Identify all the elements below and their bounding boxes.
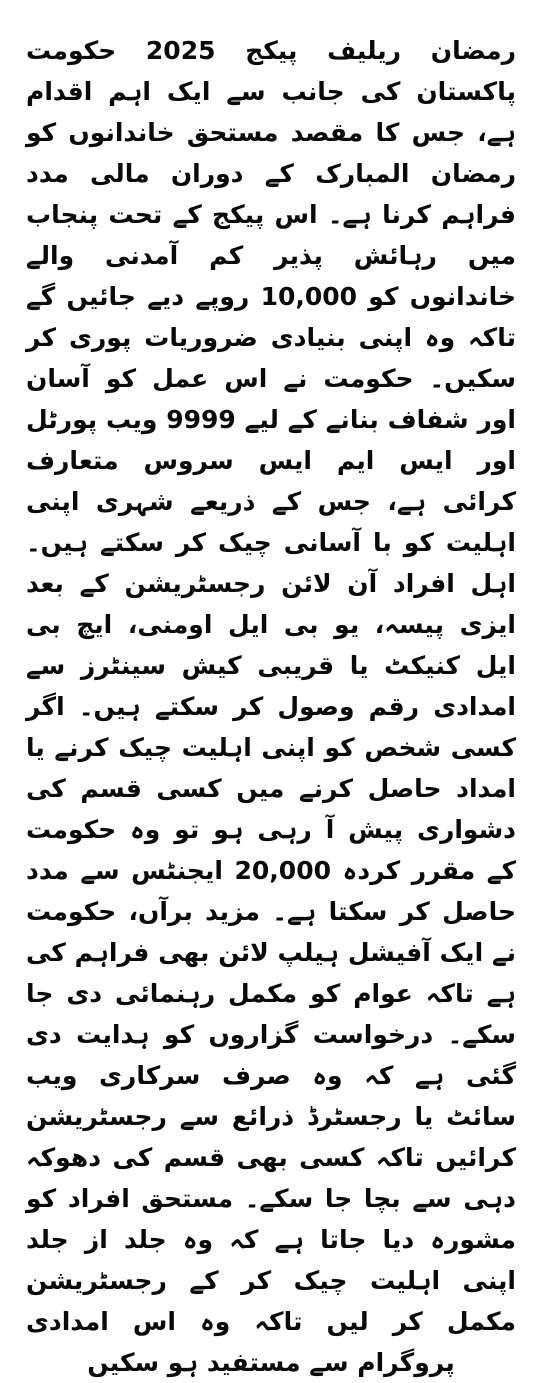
article-paragraph: رمضان ریلیف پیکج 2025 حکومت پاکستان کی جانب سے ایک اہم اقدام ہے، جس کا مقصد مستحق خاندانوں کو رمضان المبارک کے دوران مالی مدد فراہم کرنا ہے۔ اس پیکج کے تحت پنجاب میں رہائش پذیر کم آمدنی والے خاندانوں کو 10,000 روپے دیے جائیں گے تاکہ وہ اپنی بنیادی ضروریات پوری کر سکیں۔ حکومت نے اس عمل کو آسان اور شفاف بنانے کے لیے 9999 ویب پورٹل اور ایس ایم ایس سروس متعارف کرائی ہے، جس کے ذریعے شہری اپنی اہلیت کو با آسانی چیک کر سکتے ہیں۔ اہل افراد آن لائن رجسٹریشن کے بعد ایزی پیسہ، یو بی ایل اومنی، ایچ بی ایل کنیکٹ یا قریبی کیش سینٹرز سے امدادی رقم وصول کر سکتے ہیں۔ اگر کسی شخص کو اپنی اہلیت چیک کرنے یا امداد حاصل کرنے میں کسی قسم کی دشواری پیش آ رہی ہو تو وہ حکومت کے مقرر کردہ 20,000 ایجنٹس سے مدد حاصل کر سکتا ہے۔ مزید برآں، حکومت نے ایک آفیشل ہیلپ لائن بھی فراہم کی ہے تاکہ عوام کو مکمل رہنمائی دی جا سکے۔ درخواست گزاروں کو ہدایت دی گئی ہے کہ وہ صرف سرکاری ویب سائٹ یا رجسٹرڈ ذرائع سے رجسٹریشن کرائیں تاکہ کسی بھی قسم کی دھوکہ دہی سے بچا جا سکے۔ مستحق افراد کو مشورہ دیا جاتا ہے کہ وہ جلد از جلد اپنی اہلیت چیک کر کے رجسٹریشن مکمل کر لیں تاکہ وہ اس امدادی پروگرام سے مستفید ہو سکیں	[26, 36, 516, 1377]
